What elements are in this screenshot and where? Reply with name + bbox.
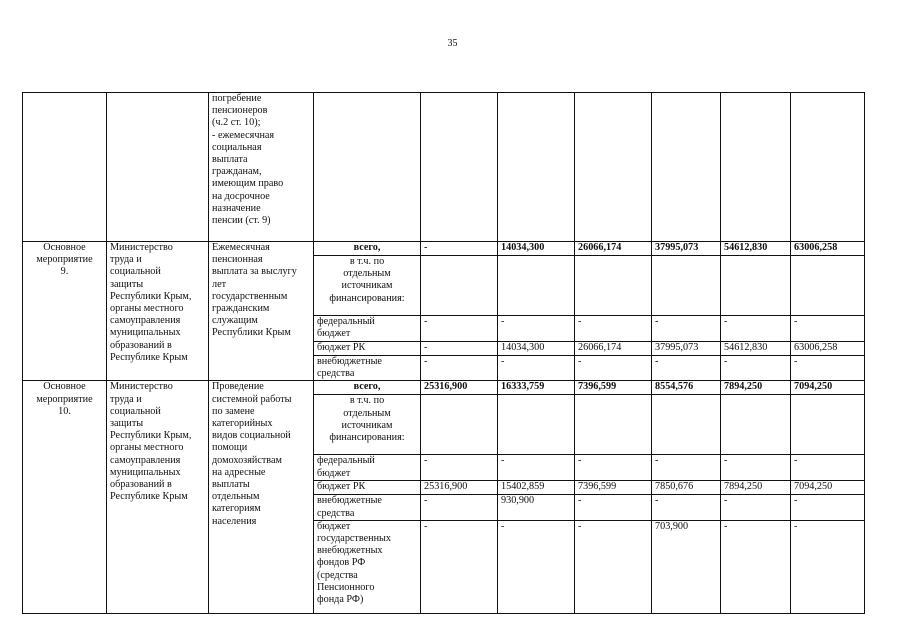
amount-cell: 15402,859 bbox=[498, 481, 575, 495]
amount-cell: - bbox=[498, 356, 575, 381]
amount-cell: - bbox=[421, 495, 498, 520]
amount-cell bbox=[652, 256, 721, 316]
amount-cell: - bbox=[421, 342, 498, 356]
amount-cell: 7094,250 bbox=[791, 381, 865, 395]
amount-cell: - bbox=[575, 495, 652, 520]
continuation-value-cell bbox=[421, 93, 498, 242]
amount-cell: 63006,258 bbox=[791, 342, 865, 356]
budget-table bbox=[22, 92, 865, 614]
table-row bbox=[23, 242, 865, 256]
funding-source-cell: в т.ч. по отдельным источникам финансирования: bbox=[314, 395, 421, 455]
amount-cell: 7894,250 bbox=[721, 381, 791, 395]
page-number: 35 bbox=[447, 38, 458, 49]
amount-cell: - bbox=[652, 316, 721, 342]
funding-source-cell: федеральный бюджет bbox=[314, 316, 421, 342]
amount-cell: - bbox=[575, 520, 652, 613]
table-body bbox=[23, 93, 865, 614]
amount-cell bbox=[652, 395, 721, 455]
amount-cell bbox=[498, 256, 575, 316]
amount-cell: 14034,300 bbox=[498, 342, 575, 356]
amount-cell: - bbox=[721, 356, 791, 381]
amount-cell: 14034,300 bbox=[498, 242, 575, 256]
amount-cell: 37995,073 bbox=[652, 242, 721, 256]
amount-cell: - bbox=[721, 495, 791, 520]
amount-cell: - bbox=[421, 356, 498, 381]
measure-title-cell: Основное мероприятие 10. bbox=[23, 381, 107, 613]
amount-cell: 8554,576 bbox=[652, 381, 721, 395]
continuation-value-cell bbox=[652, 93, 721, 242]
continuation-value-cell bbox=[575, 93, 652, 242]
continuation-executor-cell bbox=[107, 93, 209, 242]
amount-cell: 7396,599 bbox=[575, 481, 652, 495]
funding-source-cell: внебюджетные средства bbox=[314, 495, 421, 520]
amount-cell: 7850,676 bbox=[652, 481, 721, 495]
amount-cell: 37995,073 bbox=[652, 342, 721, 356]
funding-source-cell: в т.ч. по отдельным источникам финансирования: bbox=[314, 256, 421, 316]
amount-cell: 703,900 bbox=[652, 520, 721, 613]
amount-cell: - bbox=[791, 455, 865, 481]
amount-cell: - bbox=[791, 356, 865, 381]
amount-cell: - bbox=[575, 455, 652, 481]
funding-source-cell: федеральный бюджет bbox=[314, 455, 421, 481]
amount-cell bbox=[791, 256, 865, 316]
continuation-description-cell: погребение пенсионеров (ч.2 ст. 10); - ежемесячная социальная выплата гражданам, имеющим право на досрочное назначение пенсии (ст. 9) bbox=[209, 93, 314, 242]
amount-cell bbox=[791, 395, 865, 455]
amount-cell: - bbox=[575, 356, 652, 381]
amount-cell: - bbox=[421, 520, 498, 613]
amount-cell: - bbox=[791, 520, 865, 613]
amount-cell bbox=[721, 395, 791, 455]
amount-cell: 7396,599 bbox=[575, 381, 652, 395]
measure-description-cell: Проведение системной работы по замене категорийных видов социальной помощи домохозяйствам на адресные выплаты отдельным категориям населения bbox=[209, 381, 314, 613]
funding-source-cell: бюджет РК bbox=[314, 342, 421, 356]
amount-cell: 25316,900 bbox=[421, 481, 498, 495]
amount-cell: 7094,250 bbox=[791, 481, 865, 495]
amount-cell: 54612,830 bbox=[721, 342, 791, 356]
table-row bbox=[23, 93, 865, 242]
measure-executor-cell: Министерство труда и социальной защиты Республики Крым, органы местного самоуправления муниципальных образований в Республике Крым bbox=[107, 381, 209, 613]
measure-title-cell: Основное мероприятие 9. bbox=[23, 242, 107, 381]
amount-cell: - bbox=[652, 495, 721, 520]
amount-cell: - bbox=[721, 316, 791, 342]
continuation-value-cell bbox=[791, 93, 865, 242]
amount-cell: - bbox=[652, 356, 721, 381]
amount-cell: 7894,250 bbox=[721, 481, 791, 495]
amount-cell: - bbox=[721, 520, 791, 613]
amount-cell: - bbox=[791, 316, 865, 342]
funding-source-cell: всего, bbox=[314, 381, 421, 395]
amount-cell bbox=[721, 256, 791, 316]
amount-cell: - bbox=[791, 495, 865, 520]
amount-cell: - bbox=[421, 455, 498, 481]
measure-description-cell: Ежемесячная пенсионная выплата за выслугу лет государственным гражданским служащим Республики Крым bbox=[209, 242, 314, 381]
funding-source-cell: всего, bbox=[314, 242, 421, 256]
amount-cell: 25316,900 bbox=[421, 381, 498, 395]
funding-source-cell: бюджет РК bbox=[314, 481, 421, 495]
amount-cell: - bbox=[421, 242, 498, 256]
continuation-value-cell bbox=[498, 93, 575, 242]
amount-cell: - bbox=[421, 316, 498, 342]
amount-cell bbox=[575, 395, 652, 455]
amount-cell: 26066,174 bbox=[575, 342, 652, 356]
continuation-title-cell bbox=[23, 93, 107, 242]
amount-cell bbox=[575, 256, 652, 316]
funding-source-cell: внебюджетные средства bbox=[314, 356, 421, 381]
amount-cell: 16333,759 bbox=[498, 381, 575, 395]
amount-cell: - bbox=[498, 316, 575, 342]
amount-cell: 930,900 bbox=[498, 495, 575, 520]
continuation-source-cell bbox=[314, 93, 421, 242]
table-row bbox=[23, 381, 865, 395]
measure-executor-cell: Министерство труда и социальной защиты Республики Крым, органы местного самоуправления муниципальных образований в Республике Крым bbox=[107, 242, 209, 381]
amount-cell: 26066,174 bbox=[575, 242, 652, 256]
amount-cell bbox=[421, 256, 498, 316]
amount-cell: 54612,830 bbox=[721, 242, 791, 256]
funding-source-cell: бюджет государственных внебюджетных фондов РФ (средства Пенсионного фонда РФ) bbox=[314, 520, 421, 613]
amount-cell: - bbox=[652, 455, 721, 481]
amount-cell bbox=[498, 395, 575, 455]
amount-cell: - bbox=[498, 520, 575, 613]
amount-cell: - bbox=[498, 455, 575, 481]
continuation-value-cell bbox=[721, 93, 791, 242]
amount-cell bbox=[421, 395, 498, 455]
amount-cell: 63006,258 bbox=[791, 242, 865, 256]
amount-cell: - bbox=[575, 316, 652, 342]
amount-cell: - bbox=[721, 455, 791, 481]
